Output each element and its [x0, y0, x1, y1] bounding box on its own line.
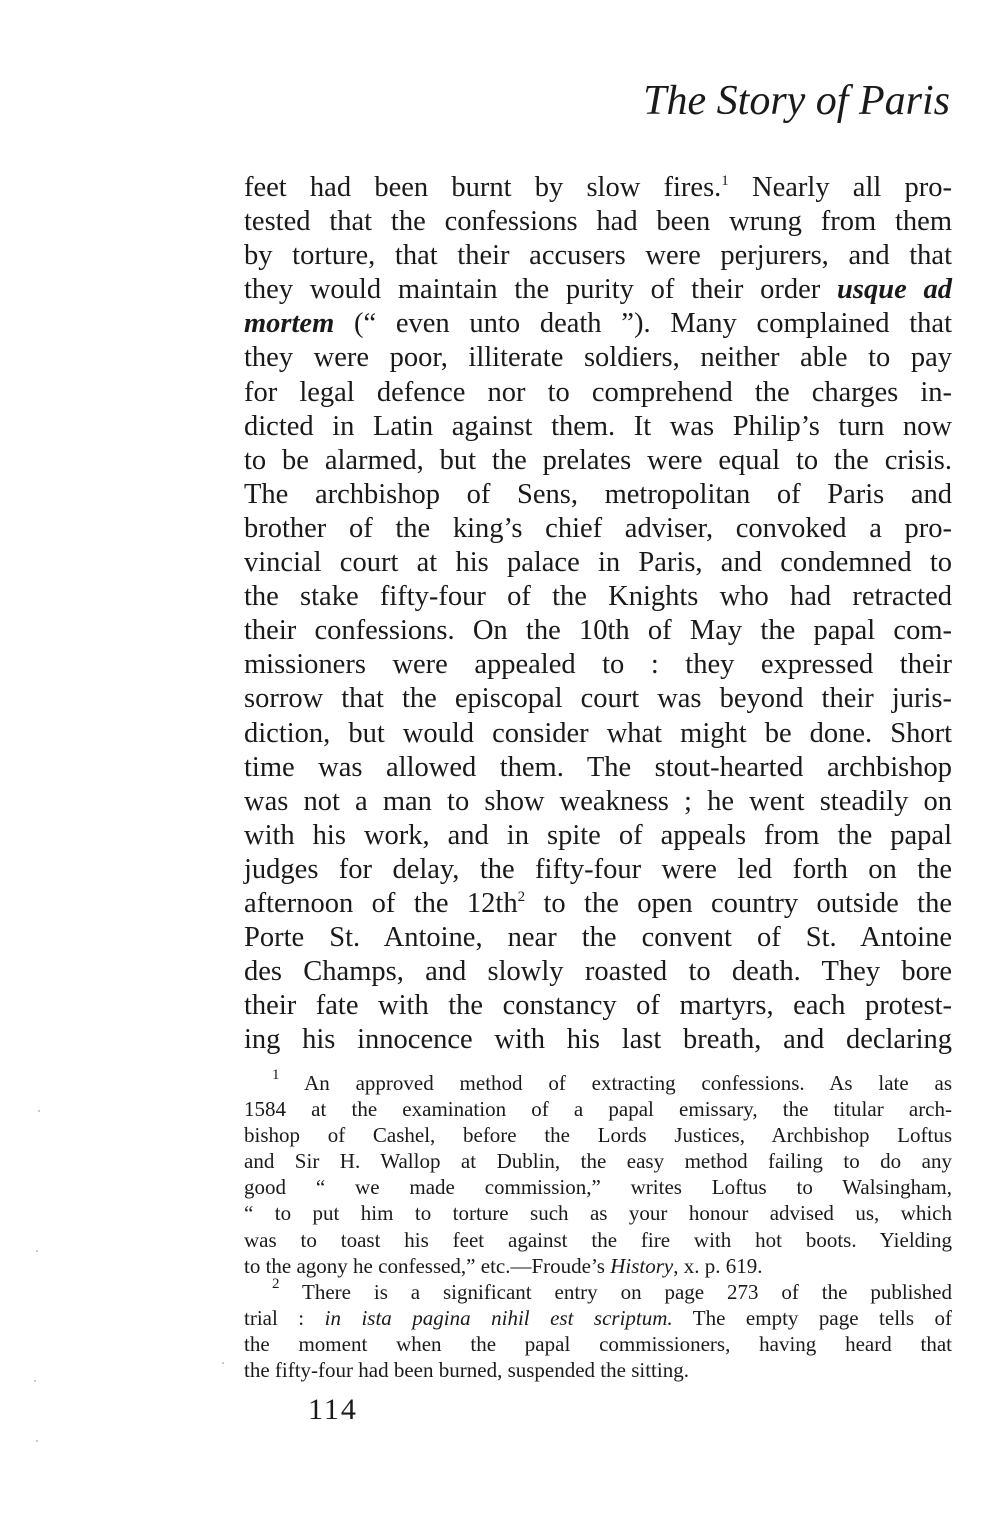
scan-speck — [34, 1380, 36, 1382]
footnote-line: trial : in ista pagina nihil est scriptum. The empty page tells of — [244, 1305, 953, 1330]
text-line-14: their confessions. On the 10th of May the papal com- — [244, 615, 952, 647]
text-line-22: afternoon of the $12th^2$ to the open country outside the — [244, 887, 952, 919]
text-line-7: for legal defence nor to comprehend the charges in- — [244, 376, 952, 408]
text-line-21: judges for delay, the fifty-four were led forth on the — [244, 853, 952, 885]
footnote-line: “ to put him to torture such as your honour advised us, which — [244, 1201, 952, 1226]
text-line-6: they were poor, illiterate soldiers, neither able to pay — [244, 342, 952, 374]
text-line-8: dicted in Latin against them. It was Philip’s turn now — [244, 410, 952, 442]
footnote-marker: 2 — [272, 1275, 280, 1292]
text-line-4: they would maintain the purity of their order usque ad — [244, 274, 952, 306]
footnote-line: good “ we made commission,” writes Loftus to Walsingham, — [244, 1175, 952, 1200]
footnote-line: and Sir H. Wallop at Dublin, the easy method failing to do any — [244, 1149, 952, 1174]
footnote-line: to the agony he confessed,” etc.—Froude’s History, x. p. 619. — [244, 1253, 763, 1278]
scan-speck — [222, 1362, 224, 1364]
latin-quote: in ista pagina nihil est scriptum. — [324, 1305, 673, 1330]
footnote-marker: 1 — [272, 1067, 280, 1083]
footnote-2 — [244, 1275, 953, 1383]
text-line-12: vincial court at his palace in Paris, and condemned to — [244, 547, 952, 579]
text-line-5: mortem (“ even unto death ”). Many complained that — [244, 308, 952, 340]
text-line-1: feet had been burnt by slow fires.$^1$ Nearly all pro- — [244, 172, 952, 203]
text-line-19: was not a man to show weakness ; he went steadily on — [244, 785, 952, 817]
cited-title: History — [610, 1253, 674, 1278]
text-line-10: The archbishop of Sens, metropolitan of Paris and — [244, 478, 952, 510]
footnote-line: the fifty-four had been burned, suspended the sitting. — [244, 1358, 689, 1383]
page-number: 114 — [308, 1393, 358, 1426]
text-line-17: diction, but would consider what might be done. Short — [244, 717, 952, 749]
text-line-23: Porte St. Antoine, near the convent of St. Antoine — [244, 922, 952, 954]
footnote-line: 1584 at the examination of a papal emissary, the titular arch- — [244, 1097, 952, 1122]
footnotes — [244, 1067, 953, 1383]
footnote-line: bishop of Cashel, before the Lords Justices, Archbishop Loftus — [244, 1123, 952, 1148]
latin-phrase: usque ad — [837, 274, 952, 306]
footnote-line: $^1$ An approved method of extracting confessions. As late as — [272, 1067, 952, 1095]
footnote-line: was to toast his feet against the fire with hot boots. Yielding — [244, 1227, 952, 1252]
main-text — [244, 171, 952, 1057]
footnote-line: $^2$ There is a significant entry on page 273 of the published — [272, 1275, 952, 1304]
footnote-ref-2: 2 — [517, 888, 526, 905]
footnote-line: the moment when the papal commissioners, having heard that — [244, 1331, 952, 1356]
text-line-18: time was allowed them. The stout-hearted archbishop — [244, 751, 952, 783]
footnote-ref-1: 1 — [721, 173, 729, 189]
text-line-2: tested that the confessions had been wrung from them — [244, 206, 952, 238]
running-title: The Story of Paris — [643, 78, 950, 124]
scan-speck — [36, 1440, 38, 1442]
footnote-1 — [244, 1067, 952, 1279]
scan-speck — [38, 1110, 40, 1112]
text-line-16: sorrow that the episcopal court was beyond their juris- — [244, 683, 952, 715]
text-line-24: des Champs, and slowly roasted to death. They bore — [244, 956, 952, 988]
text-line-25: their fate with the constancy of martyrs, each protest- — [244, 990, 952, 1022]
text-line-20: with his work, and in spite of appeals from the papal — [244, 819, 952, 851]
text-line-26: ing his innocence with his last breath, and declaring — [244, 1024, 952, 1056]
text-line-15: missioners were appealed to : they expressed their — [244, 649, 952, 681]
text-line-9: to be alarmed, but the prelates were equal to the crisis. — [244, 444, 952, 476]
text-line-11: brother of the king’s chief adviser, convoked a pro- — [244, 512, 952, 544]
scan-speck — [36, 1250, 38, 1252]
text-line-3: by torture, that their accusers were perjurers, and that — [244, 240, 952, 272]
text-line-13: the stake fifty-four of the Knights who had retracted — [244, 581, 952, 613]
latin-phrase-end: mortem — [244, 308, 335, 340]
